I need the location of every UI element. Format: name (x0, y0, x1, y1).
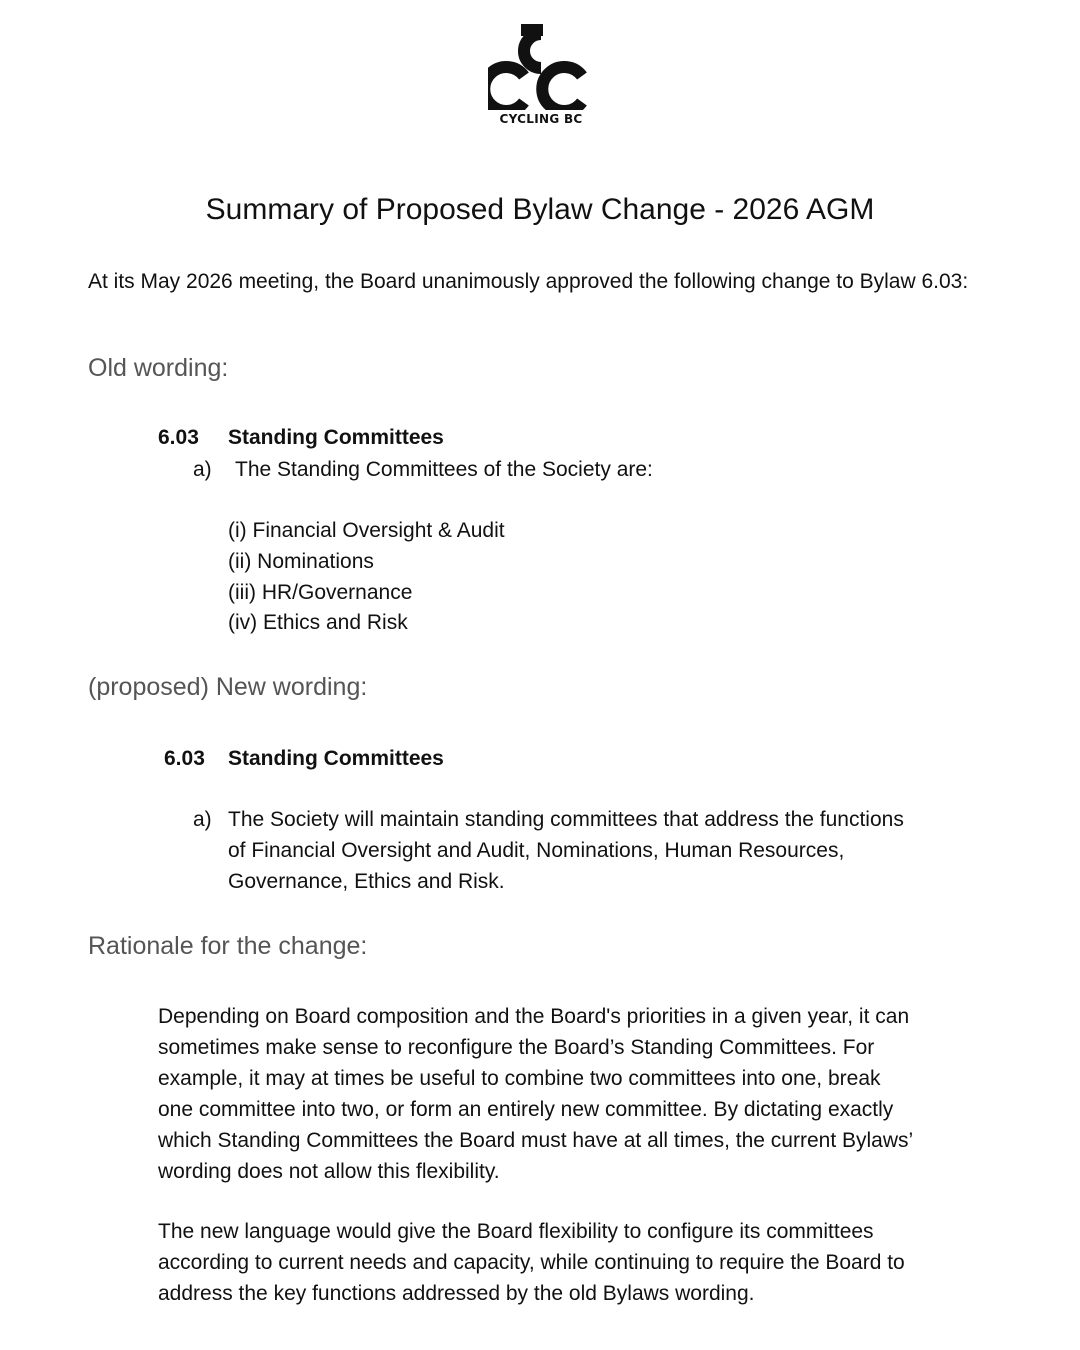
new-wording-heading: (proposed) New wording: (88, 673, 368, 701)
old-list-item: (i) Financial Oversight & Audit (228, 519, 505, 542)
old-list-item: (iii) HR/Governance (228, 581, 413, 604)
old-list-item: (ii) Nominations (228, 550, 374, 573)
old-section-number: 6.03 (158, 426, 199, 449)
paragraph-line: sometimes make sense to reconfigure the Board’s Standing Committees. For (158, 1036, 875, 1059)
new-section-title: Standing Committees (228, 747, 444, 770)
paragraph-line: example, it may at times be useful to combine two committees into one, break (158, 1067, 881, 1090)
paragraph-line: Depending on Board composition and the Board's priorities in a given year, it can (158, 1005, 910, 1028)
paragraph-line: wording does not allow this flexibility. (158, 1160, 500, 1183)
new-item-marker: a) (193, 808, 212, 831)
cycling-bc-logo-icon (488, 24, 594, 110)
cycling-bc-logo (488, 24, 594, 132)
old-item-marker: a) (193, 458, 212, 481)
paragraph-line: address the key functions addressed by the old Bylaws wording. (158, 1282, 755, 1305)
paragraph-line: which Standing Committees the Board must have at all times, the current Bylaws’ (158, 1129, 914, 1152)
rationale-paragraph-2 (158, 1216, 998, 1309)
new-item-line: Governance, Ethics and Risk. (228, 870, 505, 893)
new-item-line: of Financial Oversight and Audit, Nominations, Human Resources, (228, 839, 845, 862)
rationale-paragraph-1 (158, 1001, 998, 1187)
old-item-text: The Standing Committees of the Society are: (235, 458, 653, 481)
old-list-item: (iv) Ethics and Risk (228, 611, 408, 634)
paragraph-line: The new language would give the Board flexibility to configure its committees (158, 1220, 874, 1243)
paragraph-line: according to current needs and capacity, while continuing to require the Board to (158, 1251, 905, 1274)
old-wording-heading: Old wording: (88, 354, 229, 382)
logo-text: CYCLING BC (499, 112, 583, 126)
new-item-line: The Society will maintain standing committees that address the functions (228, 808, 904, 831)
intro-paragraph: At its May 2026 meeting, the Board unanimously approved the following change to Bylaw 6.03: (88, 270, 969, 293)
paragraph-line: one committee into two, or form an entirely new committee. By dictating exactly (158, 1098, 894, 1121)
old-section-title: Standing Committees (228, 426, 444, 449)
rationale-heading: Rationale for the change: (88, 932, 368, 960)
new-section-number: 6.03 (164, 747, 205, 770)
page-title: Summary of Proposed Bylaw Change - 2026 AGM (205, 193, 875, 226)
